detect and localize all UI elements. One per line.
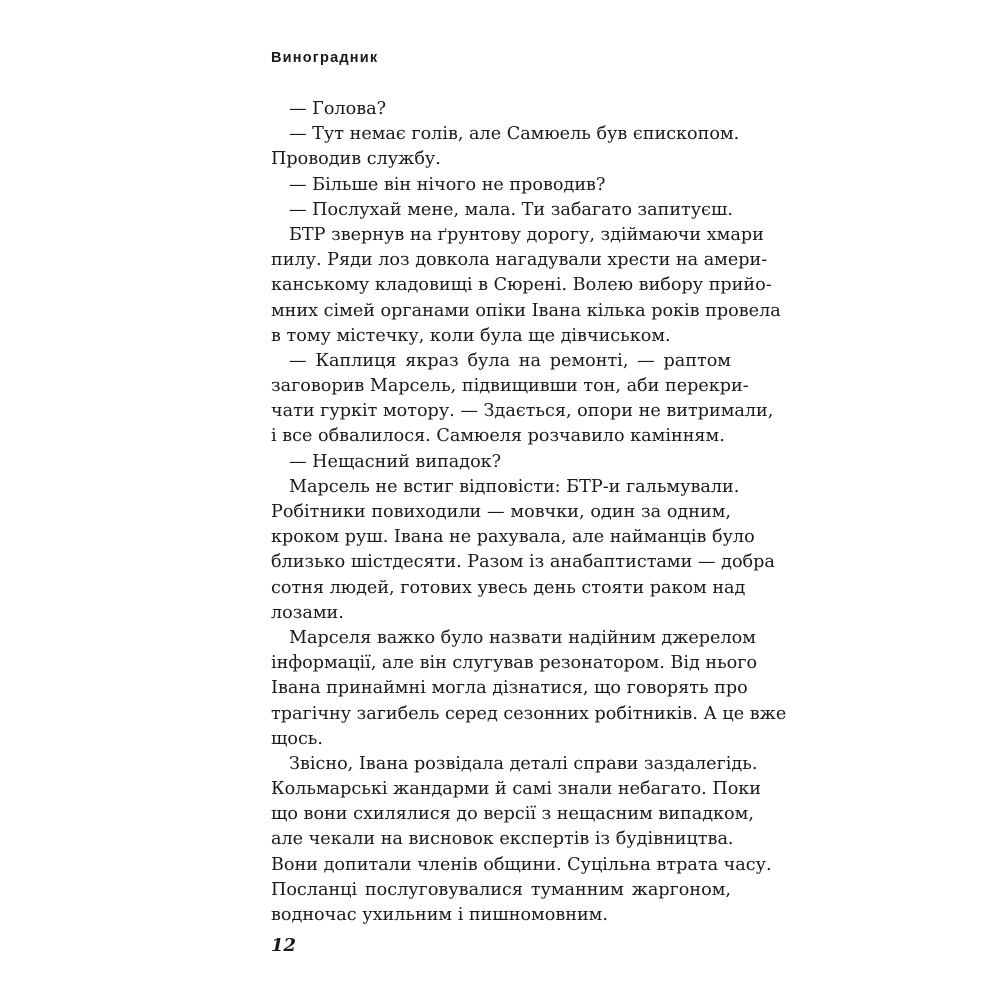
text-line: чати гуркіт мотору. — Здається, опори не витримали, (271, 401, 774, 422)
text-line: заговорив Марсель, підвищивши тон, аби перекри- (271, 376, 749, 397)
text-line: Проводив службу. (271, 149, 441, 170)
text-line: і все обвалилося. Самюеля розчавило камінням. (271, 426, 725, 447)
text-line: що вони схилялися до версії з нещасним випадком, (271, 804, 754, 825)
text-line: пилу. Ряди лоз довкола нагадували хрести на амери- (271, 250, 768, 271)
text-line: Робітники повиходили — мовчки, один за одним, (271, 502, 731, 522)
text-line: Посланці послуговувалися туманним жаргоном, (271, 879, 731, 900)
text-line: лозами. (271, 602, 344, 623)
text-line: — Каплиця якраз була на ремонті, — раптом (289, 350, 731, 371)
text-line: Вони допитали членів общини. Суцільна втрата часу. (271, 854, 772, 875)
text-line: — Послухай мене, мала. Ти забагато запитуєш. (289, 199, 733, 220)
text-line: сотня людей, готових увесь день стояти раком над (271, 577, 746, 598)
text-line: БТР звернув на ґрунтову дорогу, здіймаючи хмари (289, 224, 764, 245)
page-number: 12 (271, 935, 297, 956)
text-line: близько шістдесяти. Разом із анабаптистами — добра (271, 552, 775, 573)
text-line: кроком руш. Івана не рахувала, але найманців було (271, 527, 755, 548)
body-text (271, 97, 787, 928)
text-line: Кольмарські жандарми й самі знали небагато. Поки (271, 779, 762, 800)
text-line: канському кладовищі в Сюрені. Волею вибору прийо- (271, 275, 772, 296)
text-line: — Нещасний випадок? (289, 451, 502, 472)
text-line: інформації, але він слугував резонатором. Від нього (271, 653, 758, 674)
text-line: але чекали на висновок експертів із будівництва. (271, 829, 734, 850)
running-head: Виноградник (271, 50, 379, 66)
text-line: Марселя важко було назвати надійним джерелом (289, 627, 756, 648)
text-line: — Тут немає голів, але Самюель був єпископом. (289, 124, 740, 145)
text-line: — Голова? (289, 99, 387, 119)
text-line: Марсель не встиг відповісти: БТР-и гальмували. (289, 476, 740, 497)
text-line: водночас ухильним і пишномовним. (271, 905, 608, 925)
text-line: трагічну загибель серед сезонних робітників. А це вже (271, 703, 787, 724)
text-line: щось. (271, 728, 323, 749)
text-line: — Більше він нічого не проводив? (289, 174, 606, 195)
text-line: в тому містечку, коли була ще дівчиськом. (271, 325, 671, 346)
text-line: Івана принаймні могла дізнатися, що говорять про (271, 678, 748, 699)
text-line: Звісно, Івана розвідала деталі справи заздалегідь. (289, 753, 758, 774)
text-line: мних сімей органами опіки Івана кілька років провела (271, 300, 781, 321)
